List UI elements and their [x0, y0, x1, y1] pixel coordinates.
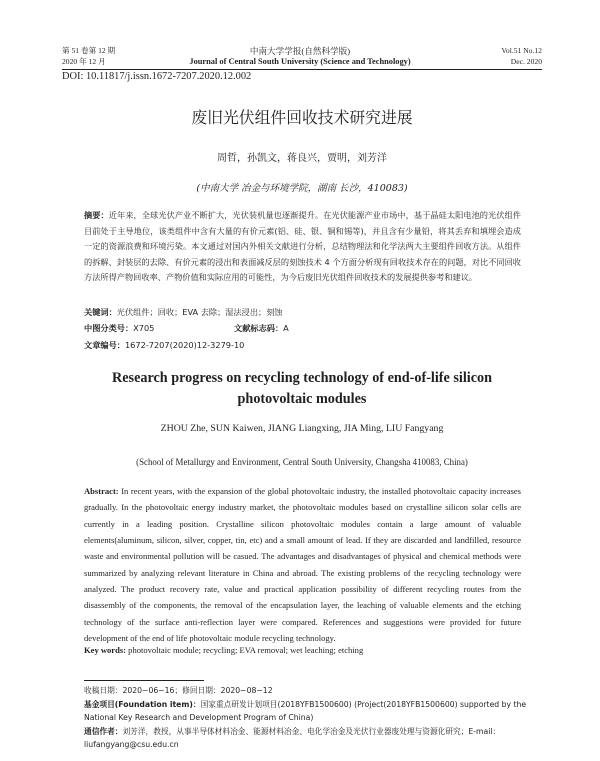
received-date: 收稿日期：2020−06−16；修回日期：2020−08−12: [84, 686, 273, 695]
title-en: [62, 368, 542, 409]
clc-value: X705: [133, 323, 155, 333]
abstract-cn-label: 摘要：: [84, 210, 109, 220]
affiliation-cn: (中南大学 冶金与环境学院，湖南 长沙，410083): [196, 183, 408, 194]
article-number: [84, 340, 244, 351]
journal-name-cn: 中南大学学报(自然科学版): [249, 46, 351, 56]
foundation-item: [84, 698, 540, 725]
clc-label: 中图分类号：: [84, 323, 134, 333]
header-volume-en: [501, 45, 542, 67]
keywords-en: [84, 645, 363, 655]
clc-number: [84, 323, 154, 334]
correspondence: [84, 725, 540, 752]
abstract-en: [84, 483, 521, 646]
header-rule: [62, 69, 542, 70]
document-code: [234, 323, 289, 334]
correspondence-text: 刘芳洋，教授，从事半导体材料冶金、能源材料冶金、电化学冶金及光伏行业器废处理与资源化研究；E-mail：liufangyang@csu.edu.cn: [84, 726, 501, 749]
keywords-en-text: photovoltaic module; recycling; EVA removal; wet leaching; etching: [128, 645, 364, 655]
keywords-cn-label: 关键词：: [84, 307, 117, 317]
abstract-en-text: In recent years, with the expansion of the global photovoltaic industry, the installed photovoltaic capacity increases gradually. In the photovoltaic energy industry market, the photovoltaic modules based on crystalline silicon solar cells are currently in a leading position. Crystalline silicon photovoltaic modules contain a large amount of valuable elements(aluminum, silicon, silver, copper, tin, etc) and a small amount of lead. If they are discarded and landfilled, resource waste and environmental pollution will be casued. The advantages and disadvantages of physical and chemical methods were summarized by analyzing relevant literature in China and abroad. The existing problems of the recycling technology were analyzed. The product recovery rate, value and practical application possibility of different recycling routes from the disassembly of the components, the removal of the encapsulation layer, the leaching of valuable elements and the etching technology of the surface anti-reflection layer were compared. References and suggestions were provided for future development of the end of life photovoltaic module recycling technology.: [84, 486, 521, 644]
article-number-label: 文章编号：: [84, 340, 125, 350]
header-volume-issue-en: Vol.51 No.12: [501, 46, 542, 55]
document-code-value: A: [283, 323, 289, 333]
affiliation-en: (School of Metallurgy and Environment, Central South University, Changsha 410083, China): [136, 457, 468, 467]
correspondence-label: 通信作者：: [84, 726, 123, 736]
keywords-en-label: Key words:: [84, 645, 127, 655]
abstract-cn: [84, 208, 521, 286]
authors-cn: 周哲，孙凯文，蒋良兴，贾明，刘芳洋: [217, 153, 387, 164]
keywords-cn-text: 光伏组件；回收；EVA 去除；湿法浸出；刻蚀: [116, 307, 283, 317]
journal-name-en: Journal of Central South University (Science and Technology): [189, 57, 411, 66]
footnote-rule: [84, 680, 204, 681]
foundation-label: 基金项目(Foundation item)：: [84, 699, 201, 709]
footnotes: [84, 684, 540, 752]
abstract-en-label: Abstract:: [84, 486, 119, 496]
document-code-label: 文献标志码：: [234, 323, 284, 333]
title-en-line1: Research progress on recycling technology of end-of-life silicon: [112, 370, 492, 386]
article-number-value: 1672-7207(2020)12-3279-10: [124, 340, 245, 350]
header-volume-issue-cn: 第 51 卷第 12 期: [62, 46, 116, 55]
abstract-cn-text: 近年来，全球光伏产业不断扩大，光伏装机量也逐渐提升。在光伏能源产业市场中，基于晶硅太阳电池的光伏组件目前处于主导地位，该类组件中含有大量的有价元素(铝、硅、银、铜和锡等)，并且含有少量铅，将其丢弃和填埋会造成一定的资源浪费和环境污染。本文通过对国内外相关文献进行分析，总结物理法和化学法两大主要组件回收方法。从组件的拆解、封装层的去除、有价元素的浸出和表面减反层的刻蚀技术 4 个方面分析现有回收技术存在的问题，对比不同回收方法所得产物回收率、产物价值和实际应用的可能性，为今后废旧光伏组件回收技术的发展提供参考和建议。: [84, 210, 521, 283]
header-date-cn: 2020 年 12 月: [62, 57, 106, 66]
keywords-cn: [84, 307, 283, 318]
title-en-line2: photovoltaic modules: [237, 390, 367, 407]
foundation-text: 国家重点研发计划项目(2018YFB1500600) (Project(2018YFB1500600) supported by the National Key Research and Development Program of China): [84, 699, 527, 722]
header-date-en: Dec. 2020: [510, 57, 542, 66]
authors-en: ZHOU Zhe, SUN Kaiwen, JIANG Liangxing, JIA Ming, LIU Fangyang: [160, 423, 444, 434]
doi: DOI: 10.11817/j.issn.1672-7207.2020.12.002: [62, 71, 252, 82]
header-volume-cn: [62, 45, 115, 67]
title-cn: 废旧光伏组件回收技术研究进展: [191, 108, 413, 127]
